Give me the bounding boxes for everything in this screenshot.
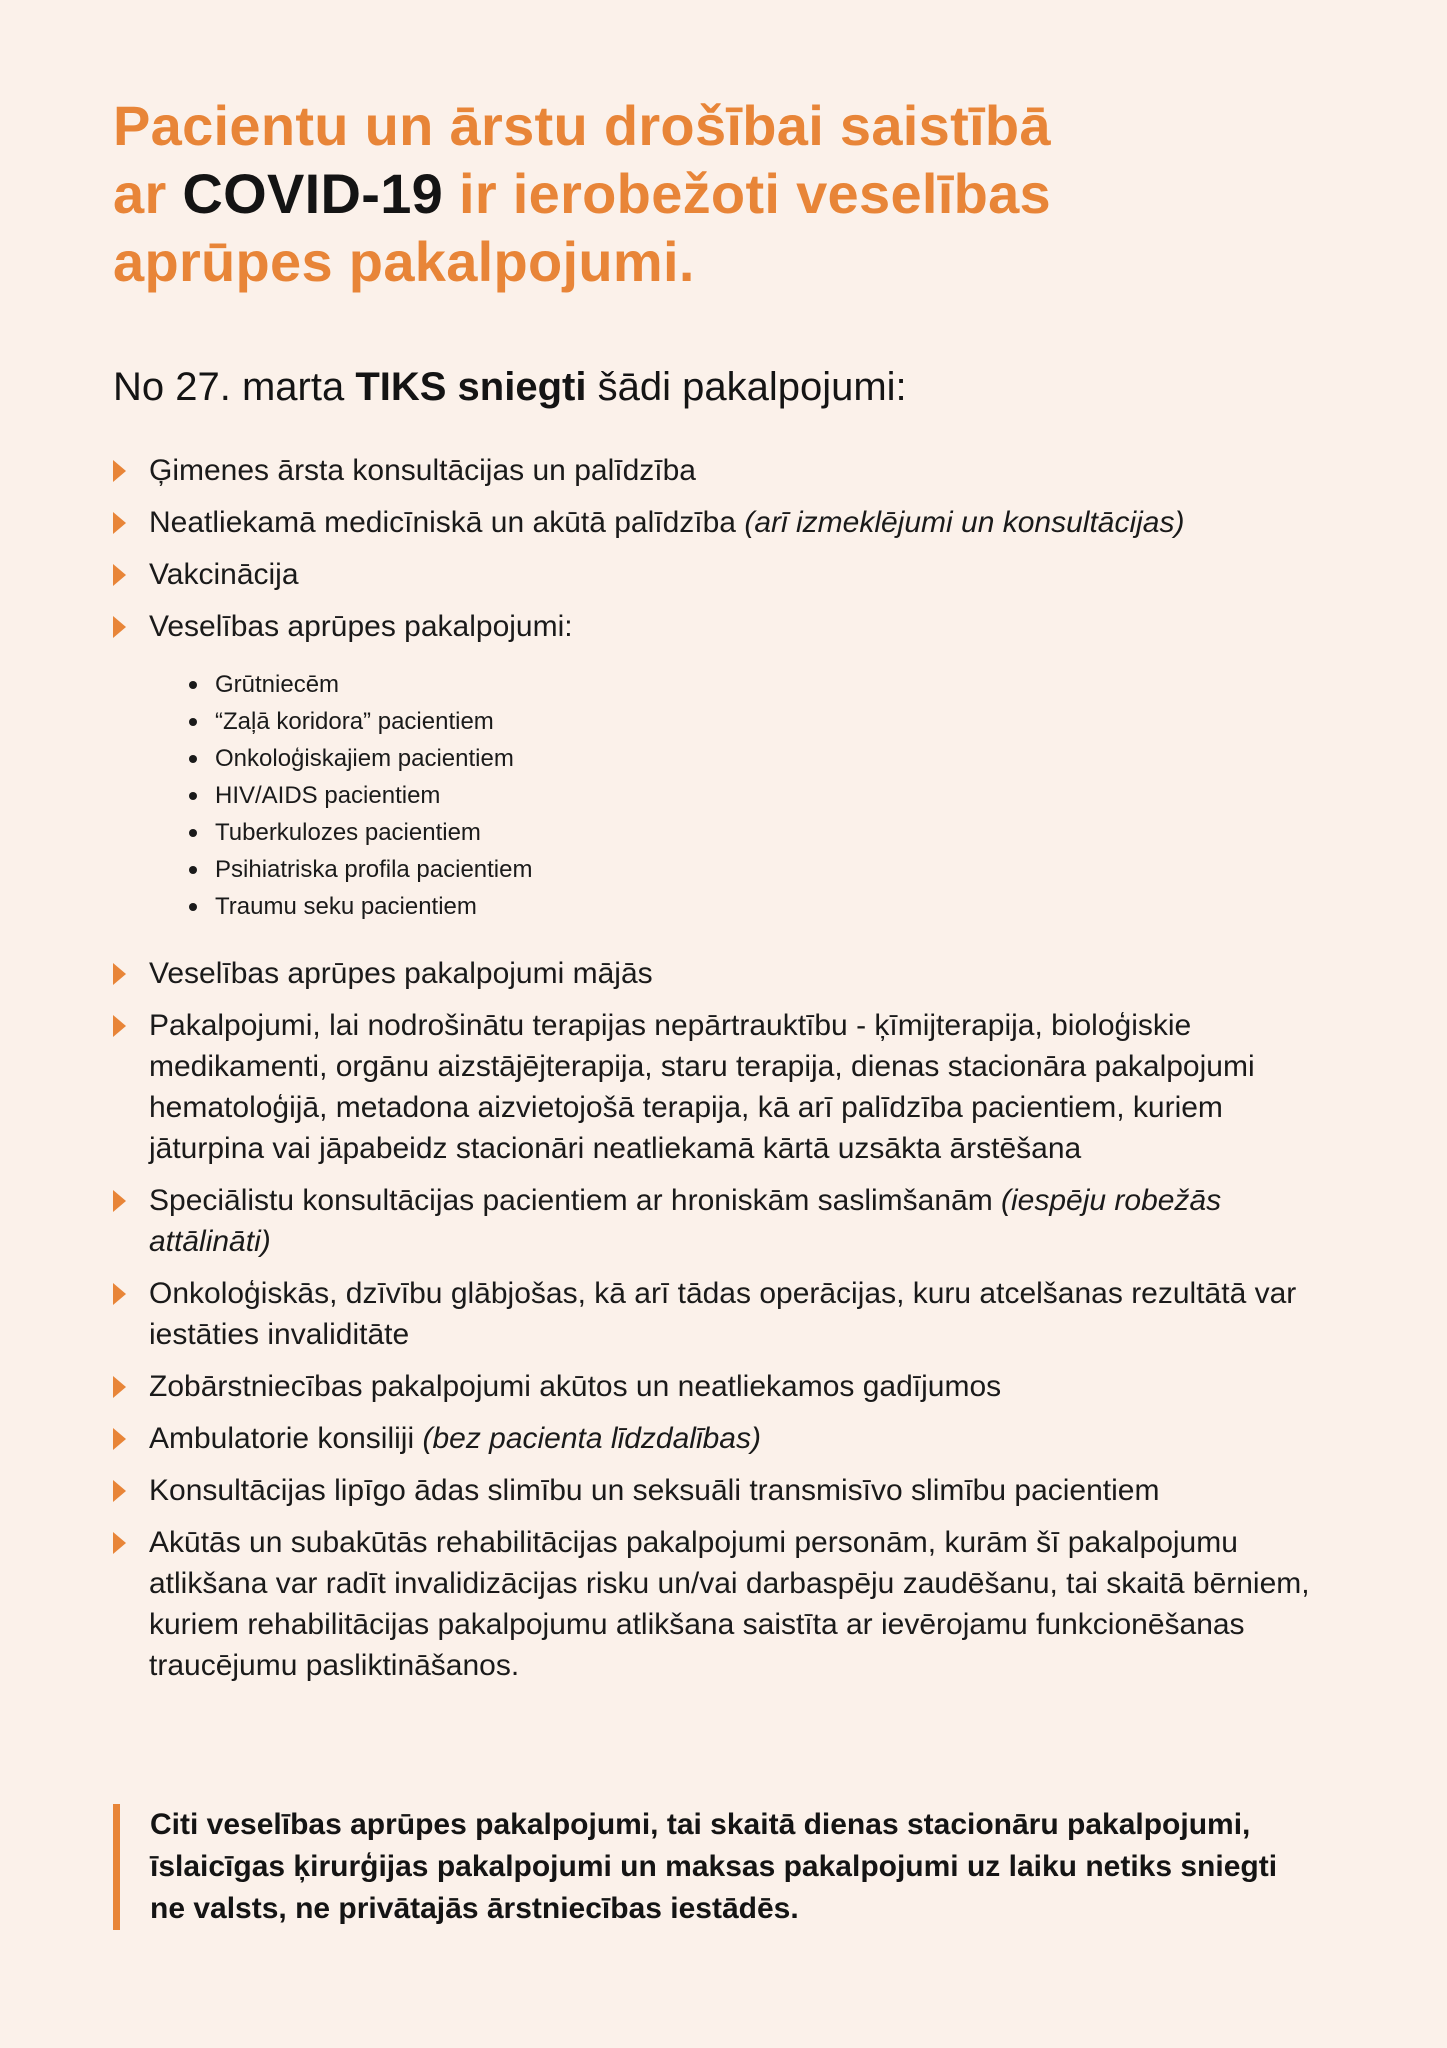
service-text: Vakcinācija — [149, 558, 299, 591]
triangle-bullet-icon — [113, 564, 126, 586]
patient-group-text: Traumu seku pacientiem — [215, 893, 477, 920]
dot-bullet-icon — [189, 903, 197, 911]
patient-group-item — [149, 814, 1343, 851]
dot-bullet-icon — [189, 866, 197, 874]
patient-group-text: Onkoloģiskajiem pacientiem — [215, 745, 514, 772]
patient-group-item — [149, 703, 1343, 740]
triangle-bullet-icon — [113, 1428, 126, 1450]
triangle-bullet-icon — [113, 616, 126, 638]
service-item — [113, 554, 1343, 595]
patient-group-text: Grūtniecēm — [215, 671, 340, 698]
triangle-bullet-icon — [113, 512, 126, 534]
dot-bullet-icon — [189, 718, 197, 726]
patient-group-item — [149, 666, 1343, 703]
triangle-bullet-icon — [113, 1015, 126, 1037]
service-text: Konsultācijas lipīgo ādas slimību un seksuāli transmisīvo slimību pacientiem — [149, 1474, 1160, 1507]
headline-line-3: aprūpes pakalpojumi. — [113, 230, 695, 293]
triangle-bullet-icon — [113, 963, 126, 985]
service-item — [113, 1180, 1343, 1262]
service-item — [113, 606, 1343, 925]
service-note: (arī izmeklējumi un konsultācijas) — [744, 506, 1185, 539]
patient-group-item — [149, 851, 1343, 888]
service-item — [113, 1366, 1343, 1407]
triangle-bullet-icon — [113, 1283, 126, 1305]
headline-line-1: Pacientu un ārstu drošībai saistībā — [113, 94, 1051, 157]
triangle-bullet-icon — [113, 460, 126, 482]
service-text: Speciālistu konsultācijas pacientiem ar hroniskām saslimšanām — [149, 1184, 1002, 1217]
closing-note: Citi veselības aprūpes pakalpojumi, tai skaitā dienas stacionāru pakalpojumi, īslaicīgas ķirurģijas pakalpojumi un maksas pakalpojumi uz laiku netiks sniegti ne valsts, ne privātajās ārstniecības iestādēs. — [113, 1804, 1320, 1930]
patient-group-text: “Zaļā koridora” pacientiem — [215, 708, 494, 735]
service-text: Veselības aprūpes pakalpojumi mājās — [149, 957, 653, 990]
triangle-bullet-icon — [113, 1532, 126, 1554]
service-item — [113, 1522, 1343, 1686]
subheading — [113, 362, 1343, 412]
service-text: Pakalpojumi, lai nodrošinātu terapijas nepārtrauktību - ķīmijterapija, bioloģiskie medikamenti, orgānu aizstājējterapija, staru terapija, dienas stacionāra pakalpojumi hematoloģijā, metadona aizvietojošā terapija, kā arī palīdzība pacientiem, kuriem jāturpina vai jāpabeidz stacionāri neatliekamā kārtā uzsākta ārstēšana — [149, 1009, 1255, 1165]
service-note: (iespēju robežās attālināti) — [149, 1184, 1222, 1258]
patient-group-item — [149, 777, 1343, 814]
service-item — [113, 953, 1343, 994]
patient-group-text: Psihiatriska profila pacientiem — [215, 856, 533, 883]
dot-bullet-icon — [189, 829, 197, 837]
headline-line-2-prefix: ar — [113, 162, 183, 225]
service-text: Ambulatorie konsiliji — [149, 1422, 423, 1455]
service-item — [113, 1470, 1343, 1511]
service-text: Veselības aprūpes pakalpojumi: — [149, 610, 573, 643]
service-text: Neatliekamā medicīniskā un akūtā palīdzība — [149, 506, 745, 539]
service-item — [113, 502, 1343, 543]
service-text: Zobārstniecības pakalpojumi akūtos un neatliekamos gadījumos — [149, 1370, 1002, 1403]
poster-content — [113, 92, 1343, 1697]
patient-group-item — [149, 888, 1343, 925]
triangle-bullet-icon — [113, 1376, 126, 1398]
patient-groups-list — [149, 666, 1343, 925]
headline-line-2-suffix: ir ierobežoti veselības — [443, 162, 1051, 225]
services-list — [113, 450, 1343, 1686]
service-item — [113, 450, 1343, 491]
service-note: (bez pacienta līdzdalības) — [422, 1422, 761, 1455]
service-item — [113, 1273, 1343, 1355]
patient-group-item — [149, 740, 1343, 777]
subheading-post: šādi pakalpojumi: — [586, 365, 907, 409]
service-item — [113, 1005, 1343, 1169]
service-text: Onkoloģiskās, dzīvību glābjošas, kā arī tādas operācijas, kuru atcelšanas rezultātā var iestāties invaliditāte — [149, 1277, 1297, 1351]
dot-bullet-icon — [189, 755, 197, 763]
service-text: Akūtās un subakūtās rehabilitācijas pakalpojumi personām, kurām šī pakalpojumu atlikšana var radīt invalidizācijas risku un/vai darbaspēju zaudēšanu, tai skaitā bērniem, kuriem rehabilitācijas pakalpojumu atlikšana saistīta ar ievērojamu funkcionēšanas traucējumu pasliktināšanos. — [149, 1526, 1310, 1682]
headline-covid: COVID-19 — [182, 162, 444, 225]
dot-bullet-icon — [189, 681, 197, 689]
dot-bullet-icon — [189, 792, 197, 800]
headline — [113, 92, 1343, 296]
triangle-bullet-icon — [113, 1190, 126, 1212]
subheading-pre: No 27. marta — [113, 365, 356, 409]
triangle-bullet-icon — [113, 1480, 126, 1502]
service-item — [113, 1418, 1343, 1459]
subheading-bold: TIKS sniegti — [355, 365, 587, 409]
service-text: Ģimenes ārsta konsultācijas un palīdzība — [149, 454, 696, 487]
patient-group-text: HIV/AIDS pacientiem — [215, 782, 441, 809]
patient-group-text: Tuberkulozes pacientiem — [215, 819, 481, 846]
